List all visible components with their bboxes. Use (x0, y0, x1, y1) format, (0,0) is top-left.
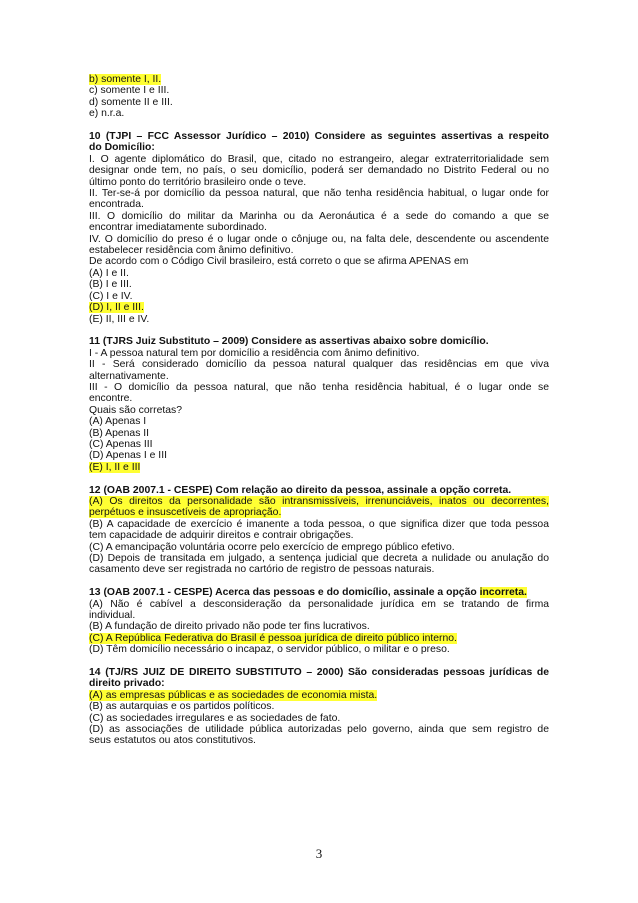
prev-question-options (89, 74, 549, 120)
q13-option-c-highlighted: (C) A República Federativa do Brasil é pessoa jurídica de direito público interno. (89, 632, 457, 644)
option-b-highlighted: b) somente I, II. (89, 74, 162, 85)
q10-option-b: (B) I e III. (89, 279, 132, 291)
q11-body-line: II - Será considerado domicílio da pessoa natural qualquer das residências em que viva (89, 359, 549, 371)
q11-body-line: alternativamente. (89, 370, 169, 382)
q11-option-c: (C) Apenas III (89, 438, 153, 450)
question-10-title-line1: 10 (TJPI – FCC Assessor Jurídico – 2010) Considere as seguintes assertivas a respeito (89, 131, 549, 143)
question-11 (89, 336, 549, 473)
question-10 (89, 131, 549, 325)
q11-body-line: encontre. (89, 393, 133, 405)
question-13 (89, 587, 549, 655)
question-11-title: 11 (TJRS Juiz Substituto – 2009) Considere as assertivas abaixo sobre domicílio. (89, 336, 489, 348)
q10-option-e: (E) II, III e IV. (89, 313, 150, 325)
question-14-title-line1: 14 (TJ/RS JUIZ DE DIREITO SUBSTITUTO – 2000) São consideradas pessoas jurídicas de (89, 667, 549, 679)
q12-option-a-line1-highlighted: (A) Os direitos da personalidade são intransmissíveis, irrenunciáveis, inatos ou decorrentes, (89, 495, 549, 507)
q12-option-a-line2-highlighted: perpétuos e insuscetíveis de apropriação. (89, 507, 282, 519)
q14-option-d-line2: seus estatutos ou atos constitutivos. (89, 735, 256, 747)
option-e: e) n.r.a. (89, 108, 125, 120)
q10-body-line: encontrar imediatamente subordinado. (89, 222, 267, 234)
q11-option-a: (A) Apenas I (89, 416, 147, 428)
q13-option-a-line2: individual. (89, 610, 136, 622)
q11-body-line: III - O domicílio da pessoa natural, que não tenha residência habitual, é o lugar onde se (89, 381, 549, 393)
q13-option-a-line1: (A) Não é cabível a desconsideração da personalidade jurídica em se tratando de firma (89, 598, 549, 610)
q12-body-line: (C) A emancipação voluntária ocorre pelo exercício de emprego público efetivo. (89, 541, 455, 553)
q14-option-b: (B) as autarquias e os partidos políticos. (89, 701, 275, 713)
q12-body-line: tem capacidade de adquirir direitos e contrair obrigações. (89, 530, 354, 542)
question-14 (89, 667, 549, 747)
q12-body-line: casamento deve ser registrada no cartório de registro de pessoas naturais. (89, 564, 435, 576)
question-12-title: 12 (OAB 2007.1 - CESPE) Com relação ao direito da pessoa, assinale a opção correta. (89, 484, 512, 496)
q10-body-line: IV. O domicílio do preso é o lugar onde o cônjuge ou, na falta dele, descendente ou ascendente (89, 233, 549, 245)
q11-body-line: Quais são corretas? (89, 404, 182, 416)
q13-option-b: (B) A fundação de direito privado não pode ter fins lucrativos. (89, 621, 370, 633)
question-14-title-line2: direito privado: (89, 678, 165, 690)
spacer (89, 473, 549, 484)
question-13-title: 13 (OAB 2007.1 - CESPE) Acerca das pessoas e do domicílio, assinale a opção (89, 587, 480, 599)
q14-option-c: (C) as sociedades irregulares e as sociedades de fato. (89, 712, 341, 724)
q10-body-line: II. Ter-se-á por domicílio da pessoa natural, que não tenha residência habitual, o lugar onde for (89, 188, 549, 200)
question-12 (89, 485, 549, 576)
q10-body-line: designar onde tem, no país, o seu domicílio, poderá ser demandado no Distrito Federal ou no (89, 165, 549, 177)
q13-option-d: (D) Têm domicílio necessário o incapaz, o servidor público, o militar e o preso. (89, 644, 450, 656)
q10-body-line: encontrada. (89, 199, 144, 211)
q12-body-line: (D) Depois de transitada em julgado, a sentença judicial que decreta a nulidade ou anulação do (89, 553, 549, 565)
q11-option-d: (D) Apenas I e III (89, 450, 167, 462)
spacer (89, 656, 549, 667)
q14-option-d-line1: (D) as associações de utilidade pública autorizadas pelo governo, ainda que sem registro de (89, 724, 549, 736)
spacer (89, 576, 549, 587)
q12-body-line: (B) A capacidade de exercício é imanente a toda pessoa, o que significa dizer que toda pessoa (89, 518, 549, 530)
q11-option-b: (B) Apenas II (89, 427, 150, 439)
q10-option-c: (C) I e IV. (89, 290, 133, 302)
q10-body-line: I. O agente diplomático do Brasil, que, citado no estrangeiro, alegar extraterritorialidade sem (89, 153, 549, 165)
option-d: d) somente II e III. (89, 96, 173, 108)
spacer (89, 325, 549, 336)
option-c: c) somente I e III. (89, 85, 170, 97)
q11-body-line: I - A pessoa natural tem por domicílio a residência com ânimo definitivo. (89, 347, 420, 359)
q10-body-line: estabelecer residência com ânimo definitivo. (89, 245, 294, 257)
q13-incorrect-highlight: incorreta. (479, 587, 527, 599)
q11-option-e-highlighted: (E) I, II e III (89, 461, 141, 473)
q10-body-line: último ponto do território brasileiro onde o teve. (89, 176, 307, 188)
question-10-title-line2: do Domicílio: (89, 142, 155, 154)
spacer (89, 120, 549, 131)
q10-option-d-highlighted: (D) I, II e III. (89, 302, 144, 314)
page-number: 3 (315, 846, 323, 861)
q10-body-line: De acordo com o Código Civil brasileiro, está correto o que se afirma APENAS em (89, 256, 469, 268)
q14-option-a-highlighted: (A) as empresas públicas e as sociedades de economia mista. (89, 689, 378, 701)
document-page (89, 74, 549, 747)
q10-body-line: III. O domicílio do militar da Marinha ou da Aeronáutica é a sede do comando a que se (89, 210, 549, 222)
q10-option-a: (A) I e II. (89, 267, 129, 279)
